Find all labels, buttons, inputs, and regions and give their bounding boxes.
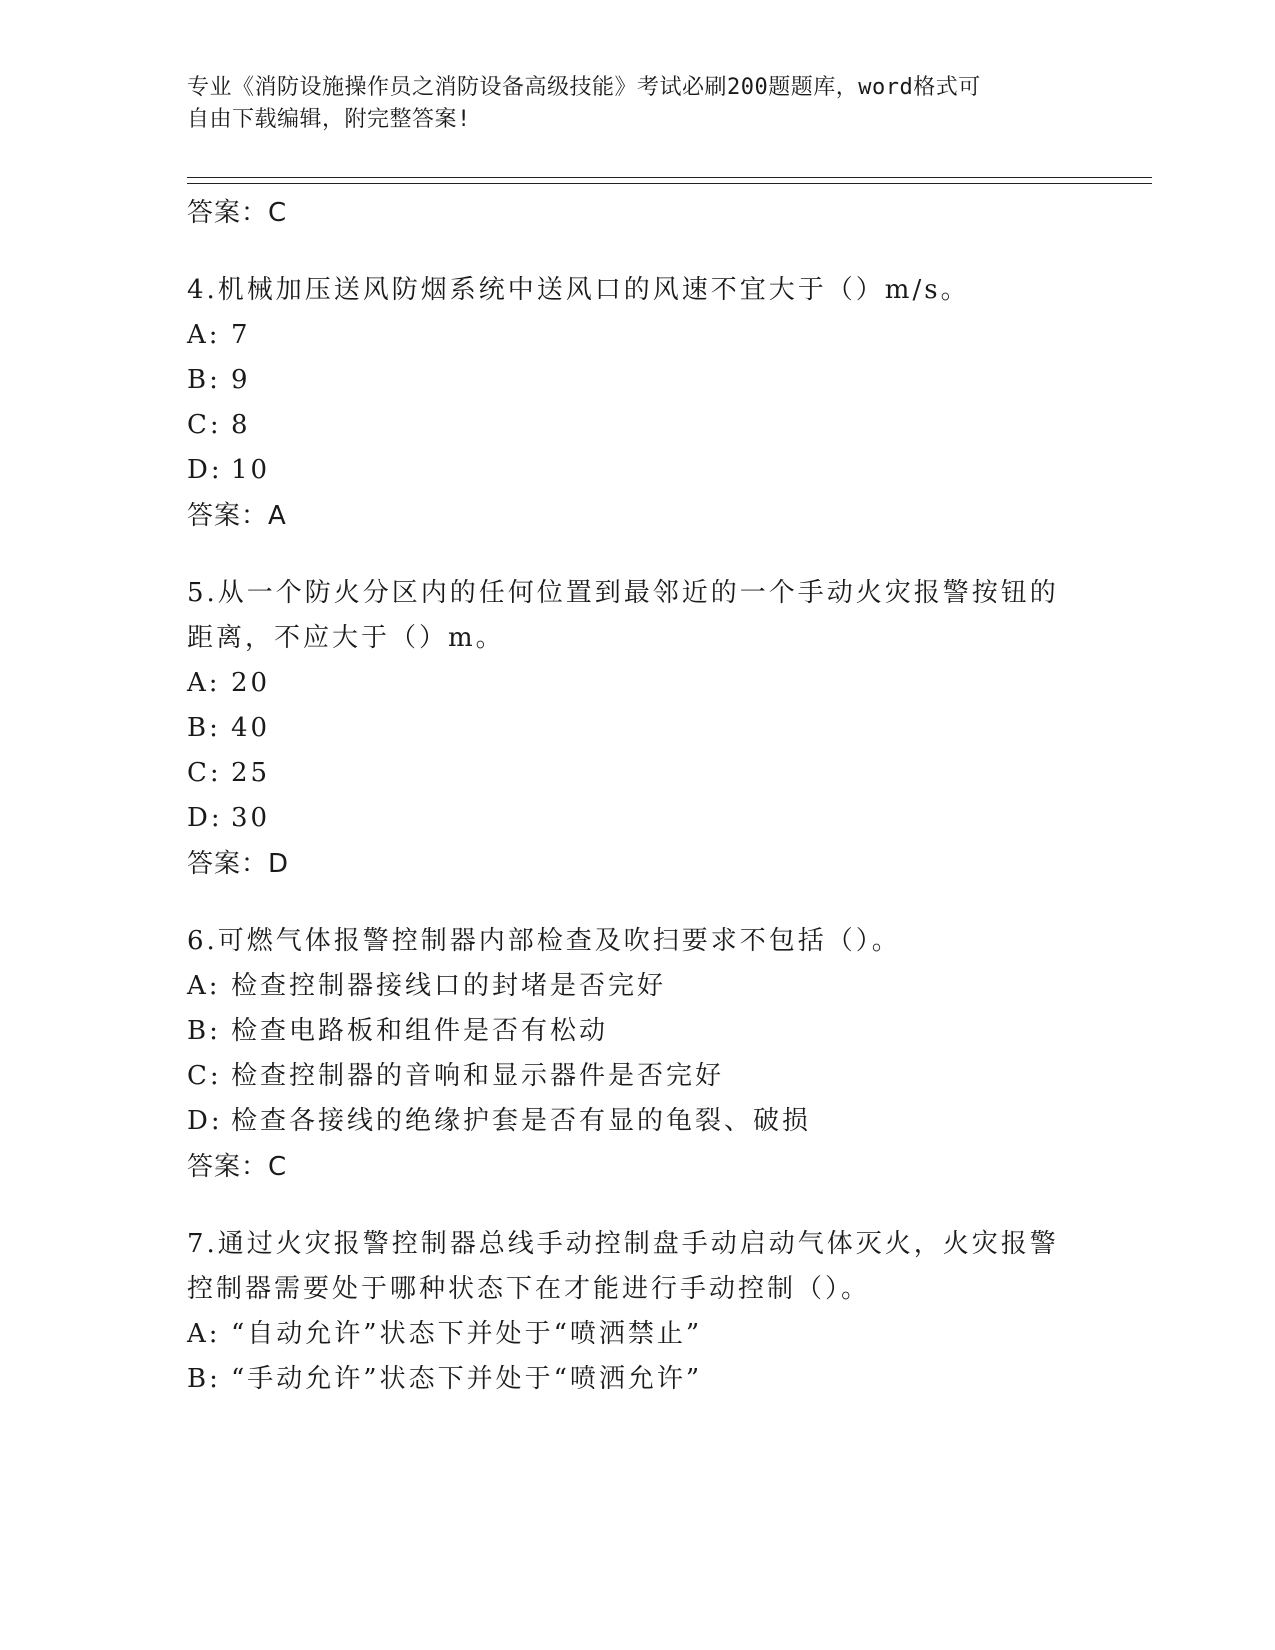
- option-b: [187, 1357, 1087, 1402]
- option-a: [187, 661, 1087, 706]
- answer-line: 答案：A: [187, 501, 287, 531]
- option-label: C:: [187, 1061, 222, 1091]
- option-text: 7: [231, 320, 251, 350]
- option-d: [187, 796, 1087, 841]
- question-block: [187, 1222, 1087, 1402]
- document-header: [187, 72, 1067, 136]
- option-label: B:: [187, 1364, 221, 1394]
- header-line-1: 专业《消防设施操作员之消防设备高级技能》考试必刷200题题库，word格式可: [187, 75, 981, 100]
- option-c: [187, 751, 1087, 796]
- question-list: [187, 190, 1087, 1402]
- answer-line: 答案：C: [187, 198, 288, 228]
- question-stem: 5.从一个防火分区内的任何位置到最邻近的一个手动火灾报警按钮的距离，不应大于（）m。: [187, 578, 1059, 653]
- question-block: [187, 268, 1087, 539]
- option-label: B:: [187, 1016, 221, 1046]
- option-c: [187, 403, 1087, 448]
- question-stem: 4.机械加压送风防烟系统中送风口的风速不宜大于（）m/s。: [187, 275, 970, 305]
- option-text: “手动允许”状态下并处于“喷洒允许”: [231, 1364, 703, 1394]
- option-b: [187, 706, 1087, 751]
- question-block: [187, 919, 1087, 1190]
- option-text: 9: [231, 365, 251, 395]
- answer-line: 答案：D: [187, 849, 290, 879]
- option-b: [187, 358, 1087, 403]
- question-stem: 6.可燃气体报警控制器内部检查及吹扫要求不包括（）。: [187, 926, 901, 956]
- option-a: [187, 964, 1087, 1009]
- header-rule-bottom: [187, 183, 1152, 184]
- option-a: [187, 313, 1087, 358]
- option-text: 检查控制器的音响和显示器件是否完好: [231, 1061, 725, 1091]
- option-label: A:: [187, 320, 221, 350]
- option-text: 检查各接线的绝缘护套是否有显的龟裂、破损: [231, 1106, 812, 1136]
- question-stem: 7.通过火灾报警控制器总线手动控制盘手动启动气体灭火，火灾报警控制器需要处于哪种状态下在才能进行手动控制（）。: [187, 1229, 1059, 1304]
- option-label: A:: [187, 1319, 221, 1349]
- option-a: [187, 1312, 1087, 1357]
- option-label: D:: [187, 455, 223, 485]
- option-b: [187, 1009, 1087, 1054]
- option-text: 检查电路板和组件是否有松动: [231, 1016, 609, 1046]
- option-label: D:: [187, 1106, 223, 1136]
- option-text: 8: [231, 410, 251, 440]
- option-text: “自动允许”状态下并处于“喷洒禁止”: [231, 1319, 703, 1349]
- option-label: C:: [187, 758, 222, 788]
- option-label: D:: [187, 803, 223, 833]
- option-text: 30: [231, 803, 271, 833]
- option-label: B:: [187, 365, 221, 395]
- header-rule-top: [187, 177, 1152, 178]
- option-label: B:: [187, 713, 221, 743]
- header-line-2: 自由下载编辑，附完整答案!: [187, 107, 471, 132]
- option-text: 20: [231, 668, 271, 698]
- option-label: A:: [187, 971, 221, 1001]
- question-block: [187, 571, 1087, 887]
- option-d: [187, 448, 1087, 493]
- option-c: [187, 1054, 1087, 1099]
- option-text: 25: [231, 758, 271, 788]
- option-label: A:: [187, 668, 221, 698]
- option-label: C:: [187, 410, 222, 440]
- option-text: 检查控制器接线口的封堵是否完好: [231, 971, 667, 1001]
- option-text: 40: [231, 713, 271, 743]
- option-text: 10: [231, 455, 271, 485]
- option-d: [187, 1099, 1087, 1144]
- answer-line: 答案：C: [187, 1152, 288, 1182]
